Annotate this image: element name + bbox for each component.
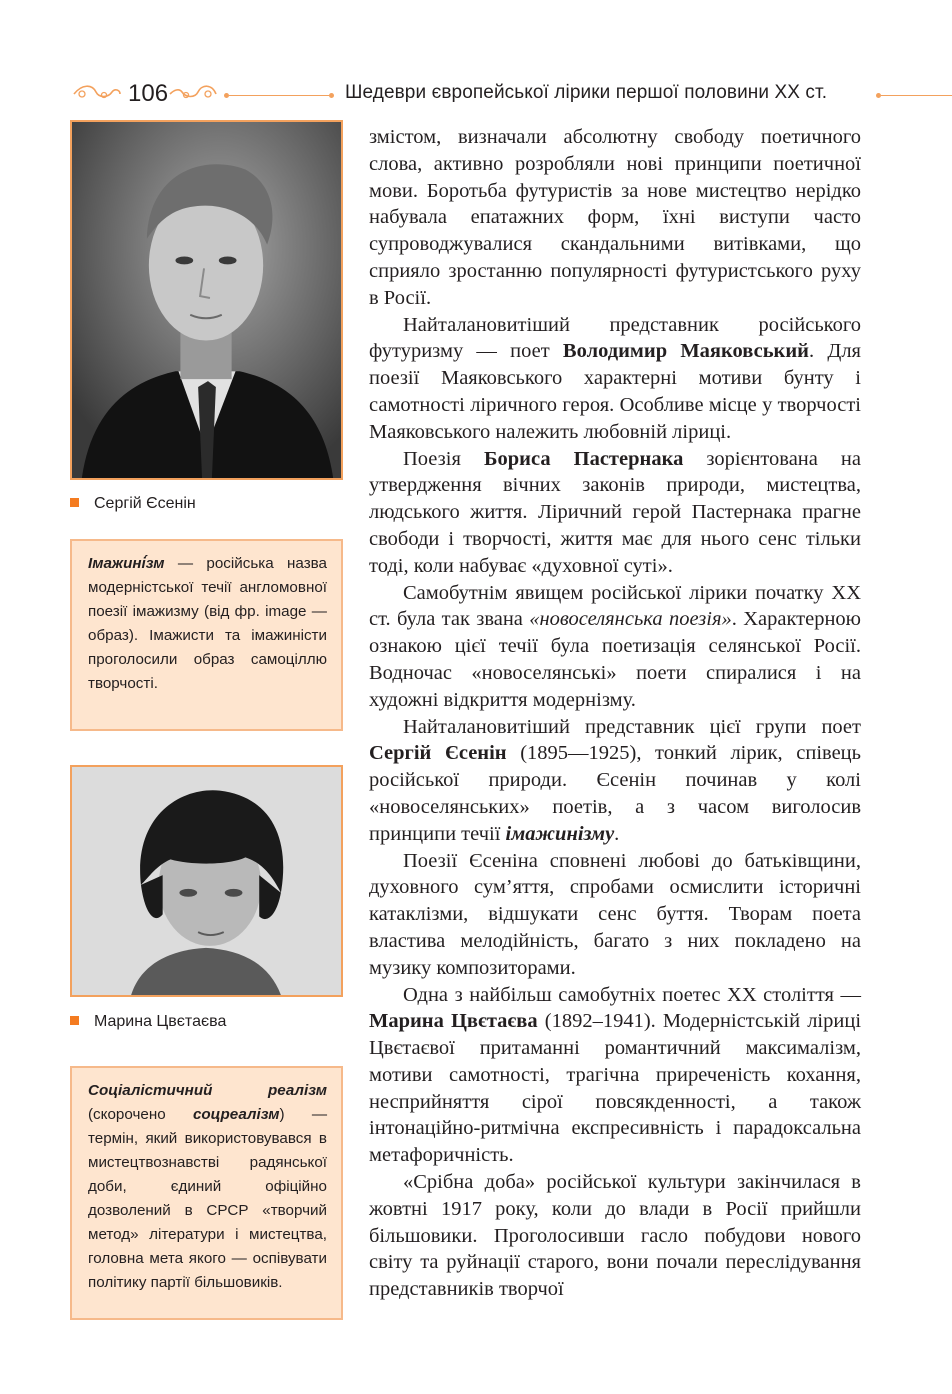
caption-marker-icon [70, 498, 79, 507]
paragraph: Найталановитіший представник російського футуризму — поет Володимир Маяковський. Для поезії Маяковського характерні мотиви бунту і самотності ліричного героя. Особливе місце у творчості Маяковського належить любовній ліриці. [369, 313, 861, 443]
paragraph: «Срібна доба» російської культури закінчилася в жовтні 1917 року, коли до влади в Росії прийшли більшовики. Проголосивши гасло побудови нового світу та руйнації старого, вони почали переслідування представників творчої [369, 1171, 861, 1301]
running-title: Шедеври європейської лірики першої половини ХХ ст. [345, 82, 828, 103]
ornament-right-icon [168, 82, 218, 102]
paragraph: Поезії Єсеніна сповнені любові до батьківщини, духовного сум’яття, спробами осмислити історичні катаклізми, відшукати сенс буття. Творам поета властива мелодійність, багато з них покладено на музику композиторами. [369, 849, 861, 979]
photo-caption: Сергій Єсенін [70, 495, 196, 513]
glossary-note-imaginism: Імажині́зм — російська назва модерністської течії англомовної поезії імажизму (від фр. image — образ). Імажисти та імажиністи проголосили образ самоціллю творчості. [70, 539, 343, 731]
header-rule [881, 95, 952, 96]
page-number: 106 [128, 80, 169, 107]
caption-marker-icon [70, 1016, 79, 1025]
glossary-term: Соціалістичний реалізм [88, 1082, 327, 1099]
ornament-left-icon [72, 82, 122, 102]
paragraph: Найталановитіший представник цієї групи поет Сергій Єсенін (1895—1925), тонкий лірик, співець російської природи. Єсенін починав у колі «новоселянських» поетів, а з часом виголосив принципи течії імажинізму. [369, 715, 861, 845]
photo-caption: Марина Цвєтаєва [70, 1013, 226, 1031]
portrait-photo-tsvetaeva [70, 765, 343, 997]
paragraph: Поезія Бориса Пастернака зорієнтована на утвердження вічних законів природи, мистецтва, людського життя. Ліричний герой Пастернака прагне свободи і творчості, життя має для нього сенс тільки тоді, коли набуває «духовної суті». [369, 447, 861, 577]
paragraph: Одна з найбільш самобутніх поетес ХХ століття — Марина Цвєтаєва (1892–1941). Модерністській ліриці Цвєтаєвої притаманні романтичний максималізм, мотиви самотності, трагічна приреченість кохання, несприйняття сірої повсякденності, а також інтонаційно-ритмічна експресивність і парадоксальна метафоричність. [369, 983, 862, 1167]
glossary-term: Імажині́зм [88, 555, 165, 572]
paragraph: змістом, визначали абсолютну свободу поетичного слова, активно розробляли нові принципи поетичної мови. Боротьба футуристів за нове мистецтво нерідко набувала епатажних форм, їхні виступи часто супроводжувалися скандальними витівками, що сприяло зростанню популярності футуристського руху в Росії. [369, 126, 861, 309]
portrait-photo-yesenin [70, 120, 343, 480]
glossary-term-abbreviation: соцреалізм [192, 1106, 280, 1123]
header-rule-dot [329, 93, 334, 98]
main-text [369, 124, 861, 1303]
glossary-note-socialist-realism: Соціалістичний реалізм (скорочено соцреалізм) — термін, який використовувався в мистецтвознавстві радянської доби, єдиний офіційно дозволений в СРСР «творчий метод» літератури і мистецтва, головна мета якого — оспівувати політику партії більшовиків. [70, 1066, 343, 1320]
paragraph: Самобутнім явищем російської лірики початку ХХ ст. була так звана «новоселянська поезія». Характерною ознакою цієї течії була поетизація селянської Росії. Водночас «новоселянські» поети спиралися і на художні відкриття модернізму. [369, 581, 861, 711]
header-rule [229, 95, 329, 96]
page-header [0, 78, 952, 112]
